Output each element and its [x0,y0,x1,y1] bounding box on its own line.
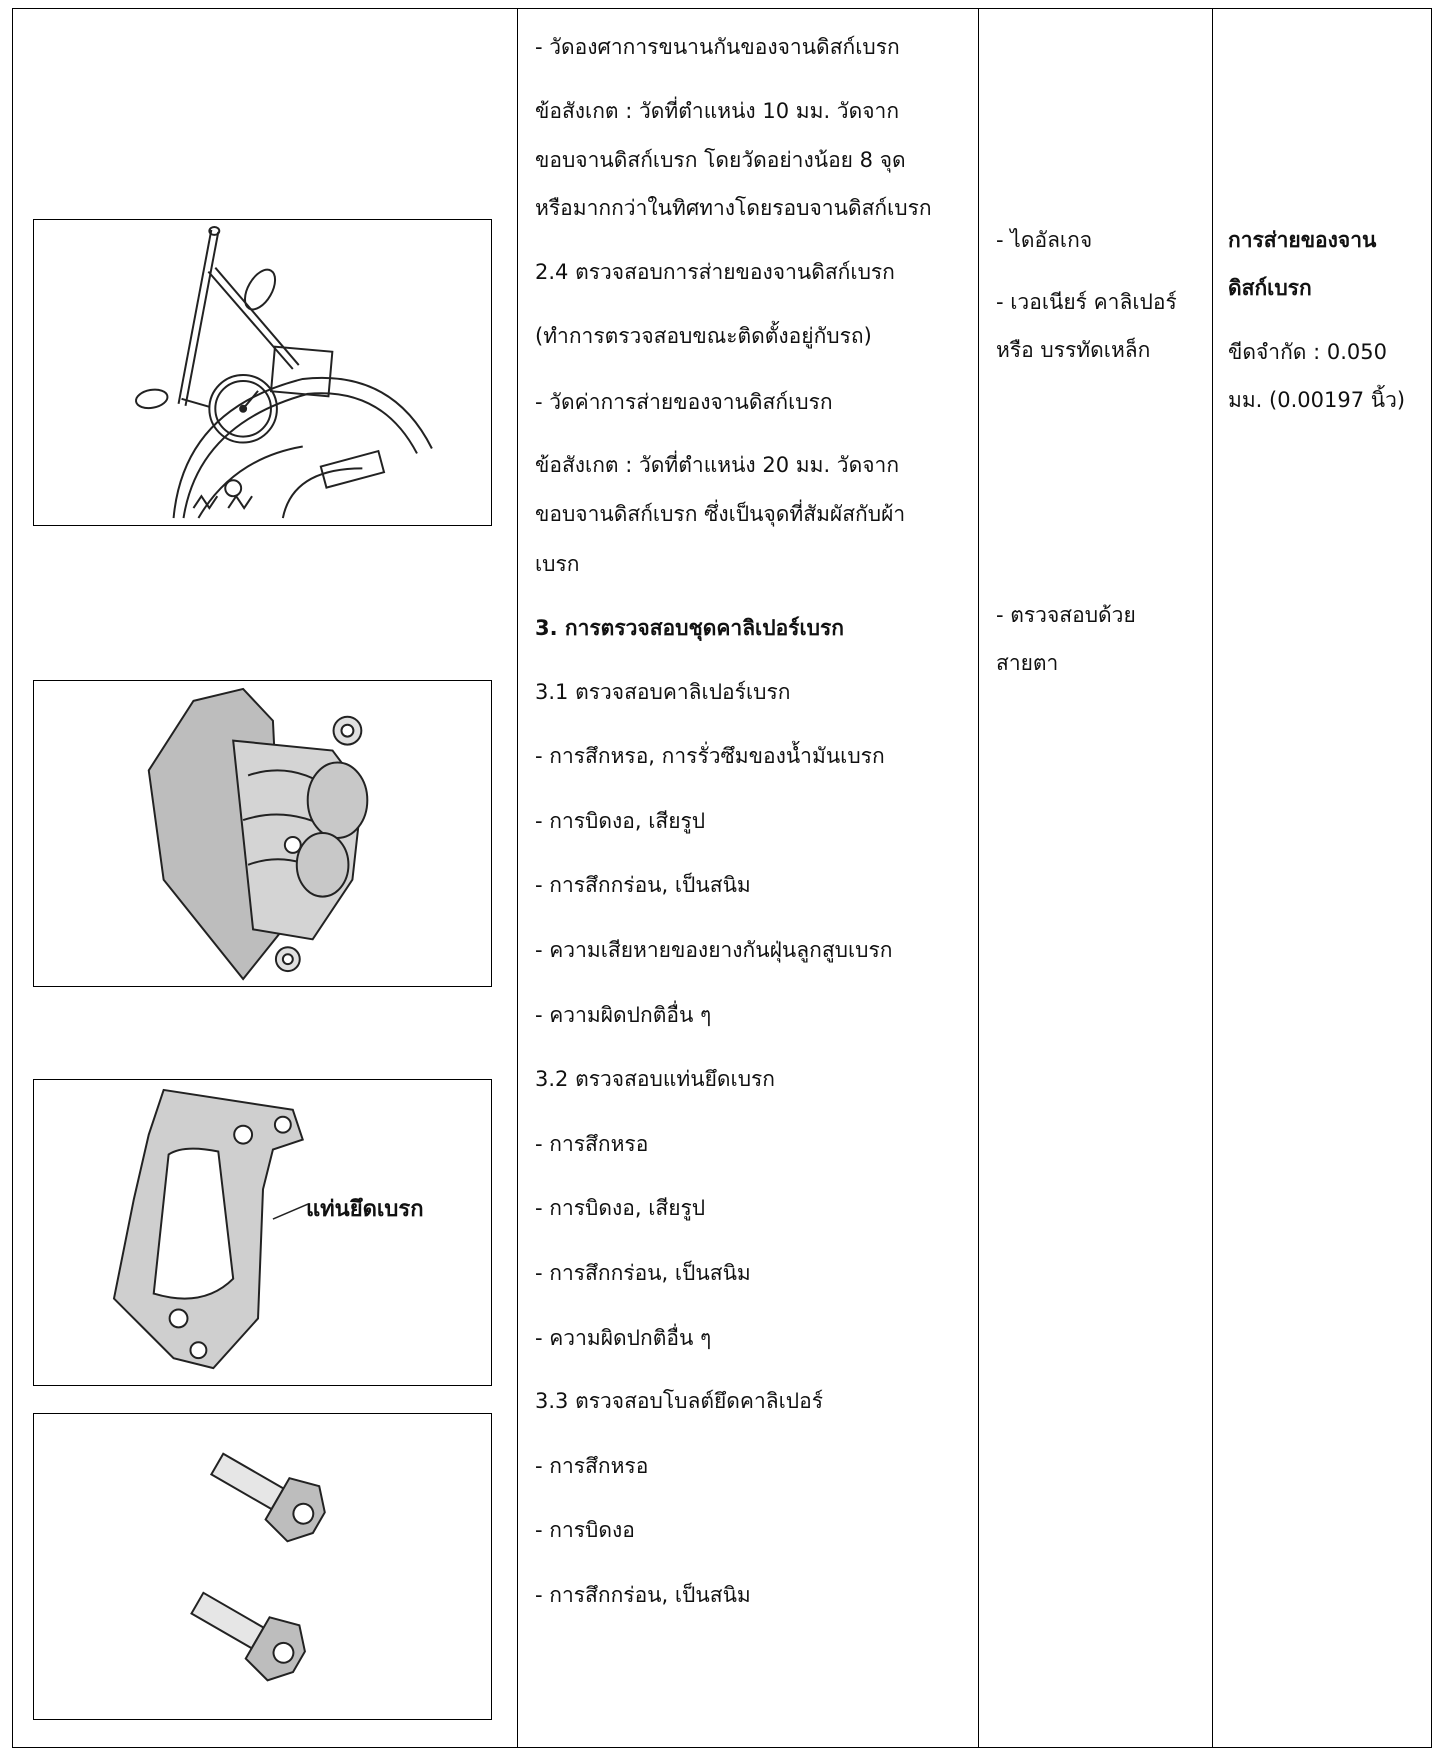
note-line: ข้อสังเกต : วัดที่ตำแหน่ง 20 มม. วัดจาก [535,453,900,477]
subsection-heading: 3.1 ตรวจสอบคาลิเปอร์เบรก [535,680,791,704]
tool-item: - ตรวจสอบด้วย [996,603,1136,627]
spec-title: ดิสก์เบรก [1228,276,1312,300]
check-item: - การบิดงอ [535,1518,635,1542]
spec-limit: ขีดจำกัด : 0.050 [1228,340,1387,364]
runout-step: - วัดค่าการส่ายของจานดิสก์เบรก [535,390,833,414]
check-item: - ความผิดปกติอื่น ๆ [535,1003,712,1027]
check-item: - ความผิดปกติอื่น ๆ [535,1326,712,1350]
column-divider [978,8,979,1748]
check-item: - การสึกหรอ [535,1132,649,1156]
tool-item: - ไดอัลเกจ [996,228,1093,252]
caliper-bracket-illustration [33,1079,492,1386]
brake-caliper-illustration [33,680,492,987]
dial-gauge-illustration [33,219,492,526]
section-heading: 2.4 ตรวจสอบการส่ายของจานดิสก์เบรก [535,260,895,284]
section-heading: 3. การตรวจสอบชุดคาลิเปอร์เบรก [535,616,844,640]
check-item: - การสึกหรอ [535,1454,649,1478]
subsection-heading: 3.2 ตรวจสอบแท่นยึดเบรก [535,1067,776,1091]
spec-limit: มม. (0.00197 นิ้ว) [1228,388,1406,412]
note-line: ข้อสังเกต : วัดที่ตำแหน่ง 10 มม. วัดจาก [535,99,900,123]
parallelism-step: - วัดองศาการขนานกันของจานดิสก์เบรก [535,35,900,59]
spec-title: การส่ายของจาน [1228,228,1377,252]
check-item: - การบิดงอ, เสียรูป [535,1196,706,1220]
column-divider [1212,8,1213,1748]
note-line: เบรก [535,552,580,576]
section-subtext: (ทำการตรวจสอบขณะติดตั้งอยู่กับรถ) [535,324,872,348]
bracket-callout-label: แท่นยึดเบรก [306,1197,424,1222]
check-item: - การสึกกร่อน, เป็นสนิม [535,1583,751,1607]
note-line: ขอบจานดิสก์เบรก โดยวัดอย่างน้อย 8 จุด [535,148,906,172]
subsection-heading: 3.3 ตรวจสอบโบลต์ยึดคาลิเปอร์ [535,1389,824,1413]
caliper-bolts-illustration [33,1413,492,1720]
note-line: หรือมากกว่าในทิศทางโดยรอบจานดิสก์เบรก [535,196,932,220]
check-item: - ความเสียหายของยางกันฝุ่นลูกสูบเบรก [535,938,893,962]
check-item: - การสึกกร่อน, เป็นสนิม [535,1261,751,1285]
tool-item: - เวอเนียร์ คาลิเปอร์ [996,290,1177,314]
tool-item: สายตา [996,651,1059,675]
column-divider [517,8,518,1748]
check-item: - การบิดงอ, เสียรูป [535,809,706,833]
note-line: ขอบจานดิสก์เบรก ซึ่งเป็นจุดที่สัมผัสกับผ้า [535,502,906,526]
tool-item: หรือ บรรทัดเหล็ก [996,338,1151,362]
check-item: - การสึกหรอ, การรั่วซึมของน้ำมันเบรก [535,744,885,768]
check-item: - การสึกกร่อน, เป็นสนิม [535,873,751,897]
